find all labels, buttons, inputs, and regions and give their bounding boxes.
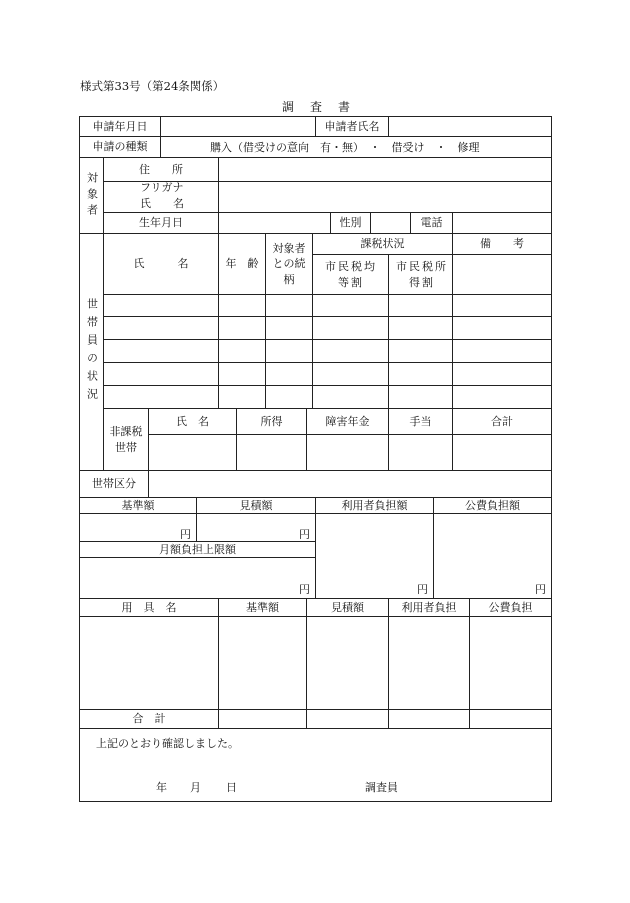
birthdate-label: 生年月日 — [139, 216, 183, 230]
tax-equal-header: 市民税均等割 — [325, 260, 377, 289]
applicant-name-field[interactable] — [389, 117, 551, 136]
nontax-col-total: 合計 — [491, 414, 513, 428]
address-label: 住 所 — [139, 162, 183, 176]
birthdate-field[interactable] — [219, 213, 330, 233]
confirm-text: 上記のとおり確認しました。 — [96, 737, 239, 750]
phone-label: 電話 — [420, 216, 443, 230]
household-col-name: 氏 名 — [133, 257, 189, 271]
cost-public-burden-header: 公費負担額 — [465, 498, 520, 512]
monthly-limit-header: 月額負担上限額 — [159, 542, 236, 556]
user-burden-yen: 円 — [417, 583, 428, 596]
nontax-household-label: 非課税世帯 — [109, 425, 143, 454]
date-month-label: 月 — [190, 781, 201, 794]
tools-col-public: 公費負担 — [488, 600, 533, 614]
cost-base-header: 基準額 — [121, 498, 155, 512]
apply-date-label: 申請年月日 — [92, 119, 148, 133]
tools-total-label: 合 計 — [132, 712, 166, 726]
document-title: 調 査 書 — [282, 100, 353, 114]
cost-estimate-header: 見積額 — [239, 498, 273, 512]
apply-type-label: 申請の種類 — [92, 140, 148, 154]
tools-col-base: 基準額 — [246, 600, 279, 614]
tools-col-estimate: 見積額 — [331, 600, 364, 614]
furigana-label: フリガナ — [140, 181, 184, 194]
monthly-limit-yen: 円 — [299, 583, 310, 596]
date-year-label: 年 — [156, 781, 167, 794]
household-class-label: 世帯区分 — [92, 477, 136, 491]
household-col-relation: 対象者との続柄 — [272, 241, 306, 286]
gender-label: 性別 — [339, 216, 362, 230]
household-section-label: 世帯員の状況 — [85, 298, 99, 406]
cost-user-burden-header: 利用者負担額 — [341, 498, 408, 512]
form-number: 様式第33号（第24条関係） — [80, 79, 225, 93]
tax-income-header: 市民税所得割 — [396, 260, 448, 289]
nontax-col-income: 所得 — [260, 414, 283, 428]
date-day-label: 日 — [226, 781, 237, 794]
cost-estimate-yen: 円 — [299, 528, 310, 541]
household-col-age: 年 齢 — [225, 257, 259, 271]
address-field[interactable] — [219, 158, 551, 181]
phone-field[interactable] — [453, 213, 551, 233]
subject-name-field[interactable] — [219, 182, 551, 212]
apply-date-field[interactable] — [161, 117, 315, 136]
remarks-header: 備 考 — [480, 237, 524, 251]
tools-col-user: 利用者負担 — [401, 600, 457, 614]
subject-label: 対象者 — [85, 172, 99, 220]
applicant-name-label: 申請者氏名 — [324, 119, 380, 133]
tax-status-header: 課税状況 — [360, 237, 405, 251]
subject-name-label: 氏 名 — [140, 197, 184, 210]
gender-field[interactable] — [371, 213, 410, 233]
nontax-col-allowance: 手当 — [409, 414, 432, 428]
household-class-field[interactable] — [149, 471, 551, 497]
cost-base-yen: 円 — [180, 528, 191, 541]
nontax-col-pension: 障害年金 — [325, 414, 370, 428]
nontax-col-name: 氏 名 — [176, 414, 209, 428]
apply-type-options[interactable]: 購入（借受けの意向 有・無） ・ 借受け ・ 修理 — [210, 141, 480, 154]
investigator-label: 調査員 — [365, 781, 398, 794]
public-burden-yen: 円 — [535, 583, 546, 596]
tools-col-name: 用 具 名 — [121, 600, 177, 614]
